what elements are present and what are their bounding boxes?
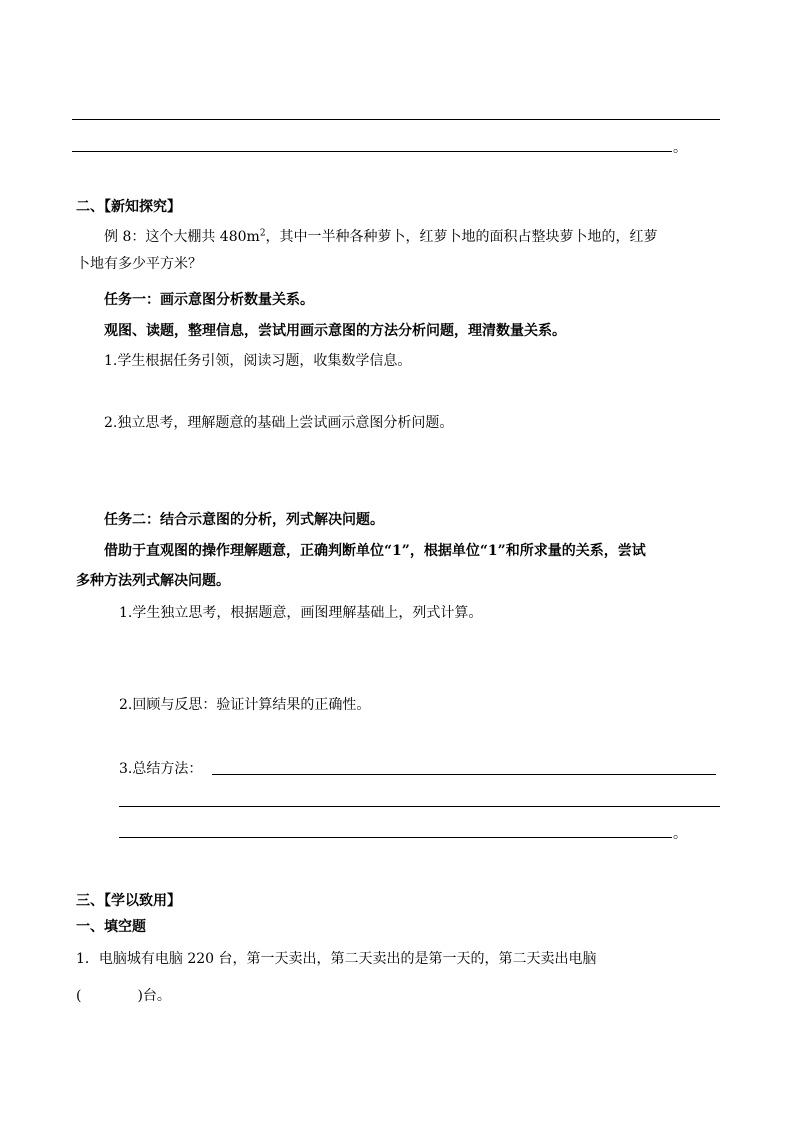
- task2-step2: 2.回顾与反思：验证计算结果的正确性。: [119, 697, 371, 713]
- answer-line-1: [72, 119, 720, 120]
- task1-description: 观图、读题，整理信息，尝试用画示意图的方法分析问题，理清数量关系。: [104, 323, 566, 339]
- summary-line-2: [119, 806, 720, 807]
- question-1-line1: 1．电脑城有电脑 220 台，第一天卖出，第二天卖出的是第一天的，第二天卖出电脑: [76, 951, 597, 967]
- task2-title: 任务二：结合示意图的分析，列式解决问题。: [104, 512, 384, 528]
- summary-line-1: [212, 774, 716, 775]
- example-text-a: 例 8：这个大棚共 480m: [104, 229, 260, 245]
- question-1-line2: ( )台。: [76, 988, 171, 1004]
- example-text-line1: [104, 228, 658, 246]
- fill-in-heading: 一、填空题: [76, 919, 146, 935]
- summary-end-mark: 。: [673, 826, 687, 842]
- answer-end-mark: 。: [673, 140, 687, 156]
- task1-step2: 2.独立思考，理解题意的基础上尝试画示意图分析问题。: [104, 415, 454, 431]
- example-text-b: ，其中一半种各种萝卜，红萝卜地的面积占整块萝卜地的，红萝: [265, 229, 658, 245]
- section3-heading: 三、【学以致用】: [76, 893, 181, 909]
- task2-description-line2: 多种方法列式解决问题。: [76, 573, 230, 589]
- task2-step3-label: 3.总结方法：: [119, 761, 203, 777]
- section2-heading: 二、【新知探究】: [76, 199, 181, 215]
- task1-step1: 1.学生根据任务引领，阅读习题，收集数学信息。: [104, 353, 412, 369]
- example-superscript: 2: [259, 228, 266, 239]
- task2-description-line1: 借助于直观图的操作理解题意，正确判断单位“1”，根据单位“1”和所求量的关系，尝试: [104, 543, 646, 559]
- task1-title: 任务一：画示意图分析数量关系。: [104, 292, 314, 308]
- example-text-line2: 卜地有多少平方米？: [76, 256, 202, 272]
- task2-step1: 1.学生独立思考，根据题意，画图理解基础上，列式计算。: [119, 605, 483, 621]
- summary-line-3: [119, 837, 672, 838]
- answer-line-2: [72, 151, 672, 152]
